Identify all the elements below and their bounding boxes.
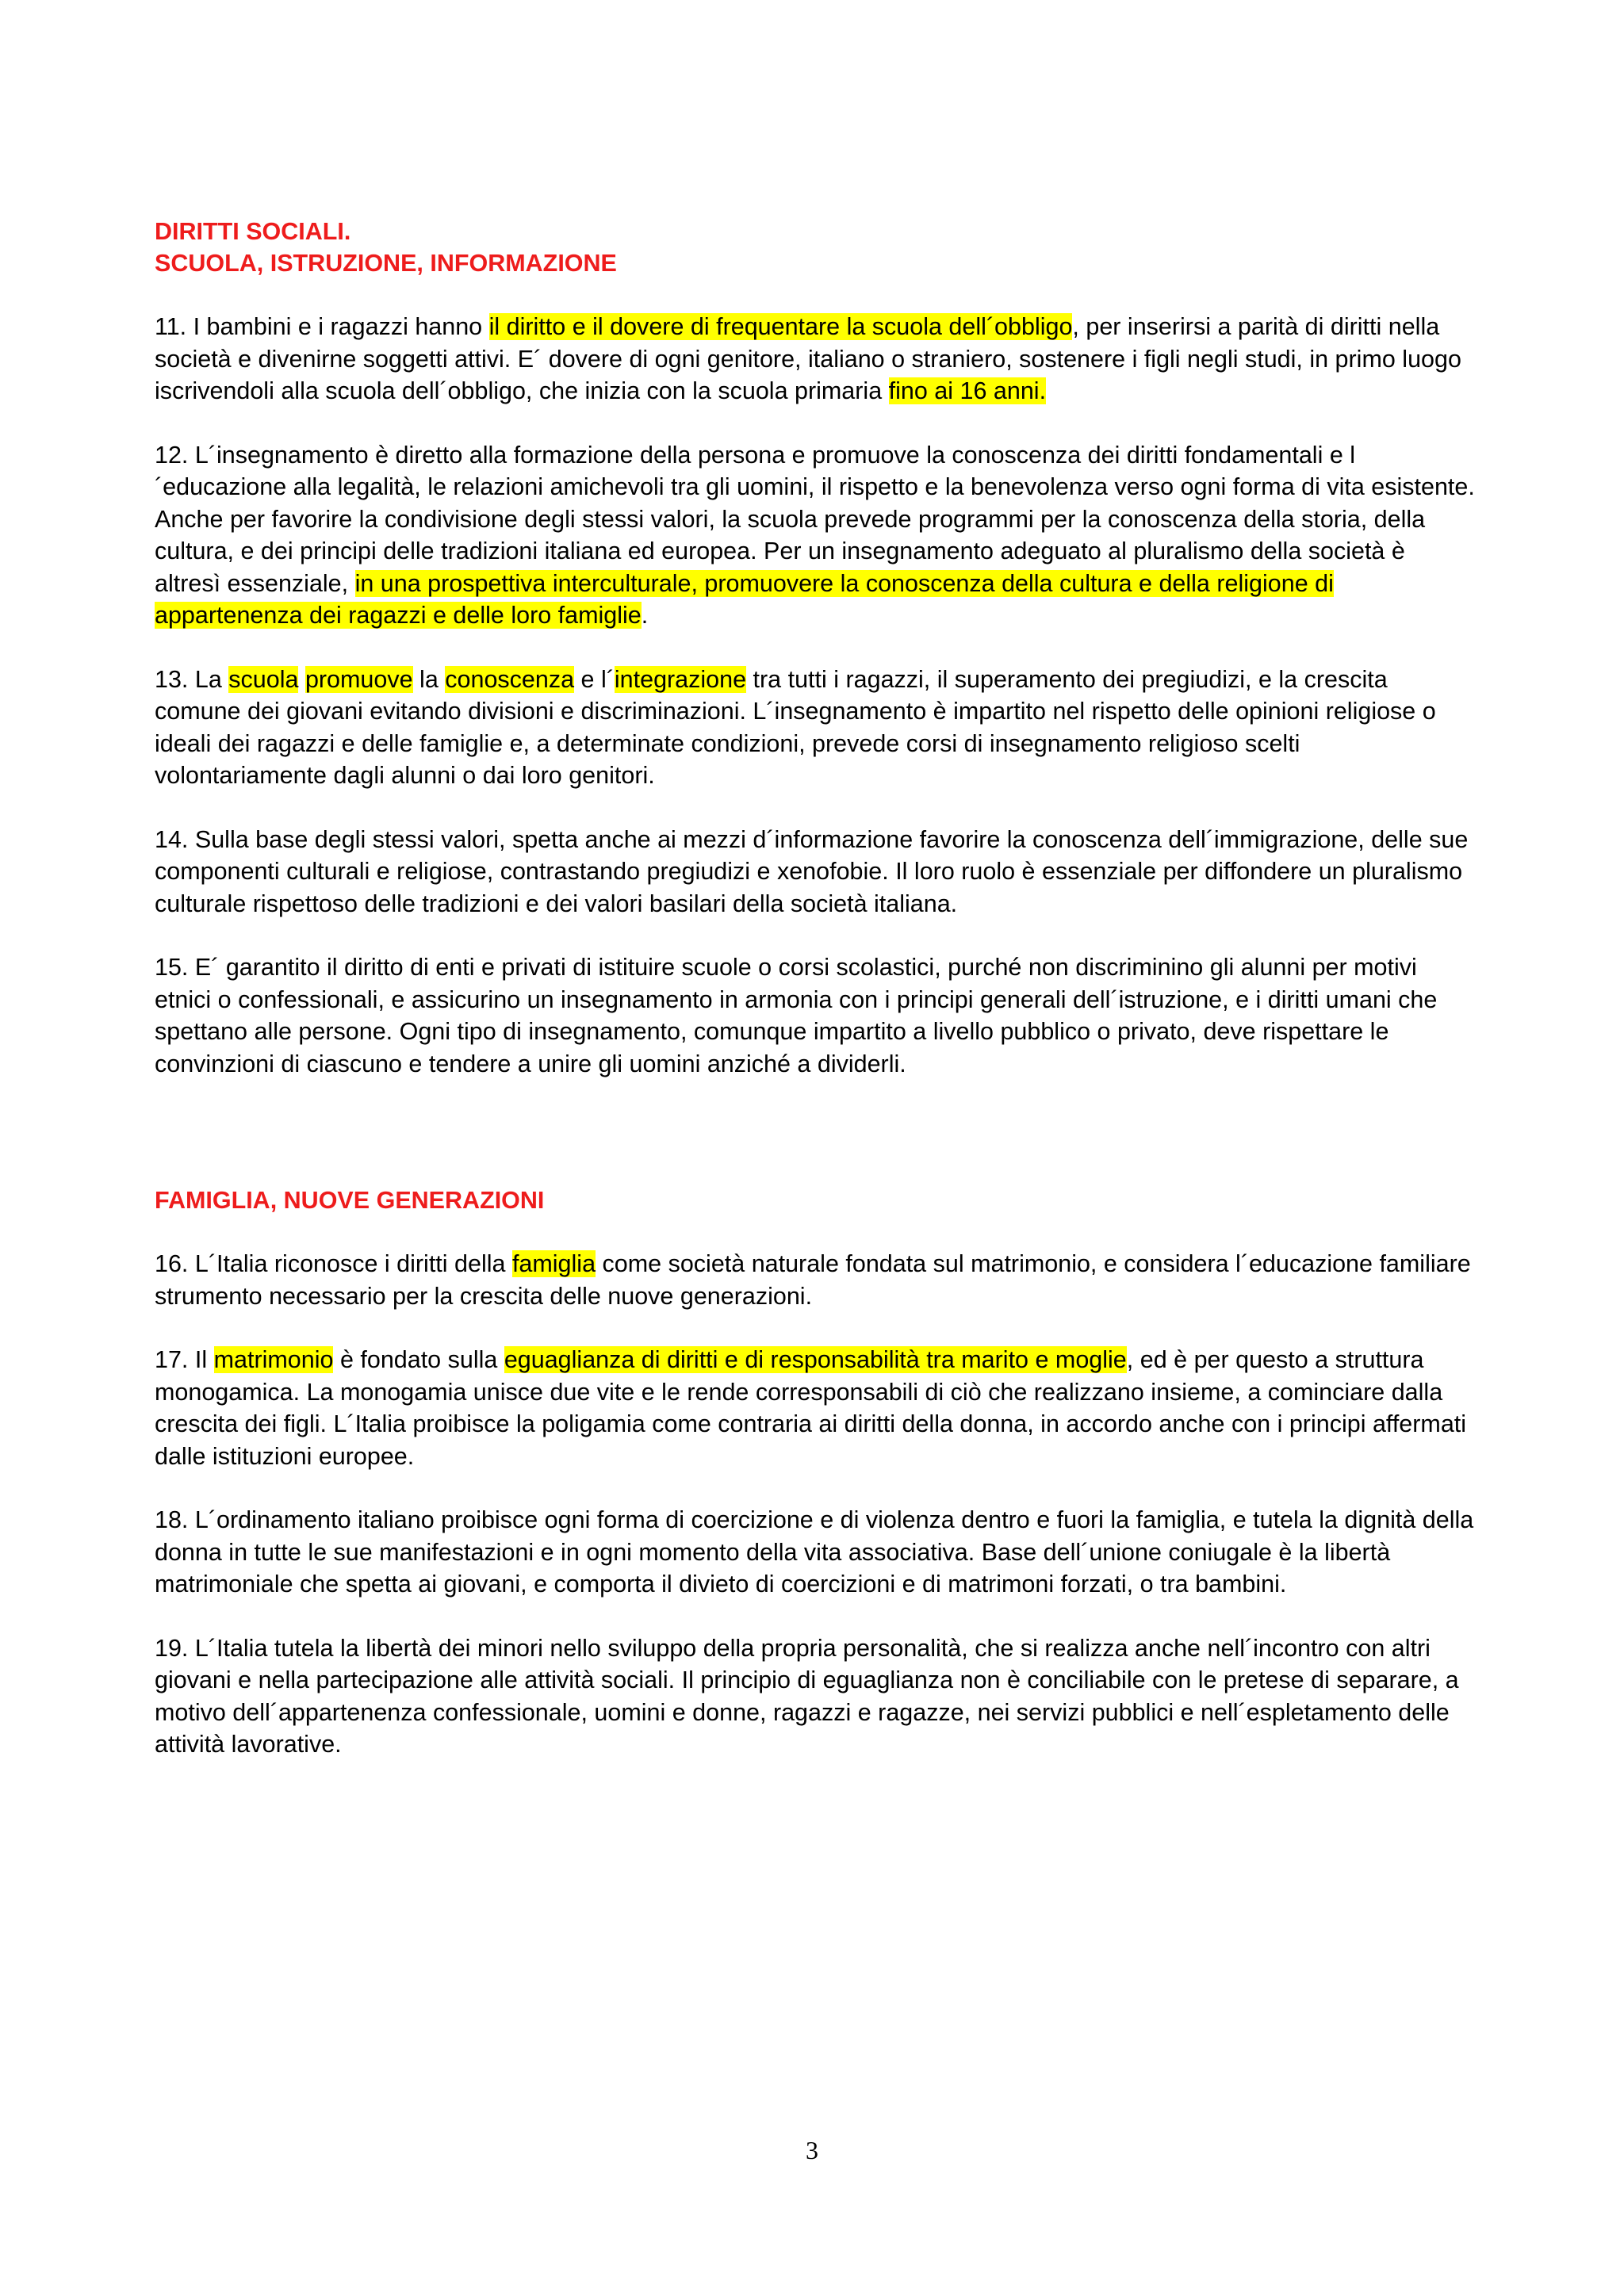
body-text: come società naturale fondata sul matrimonio, e considera l´educazione familiare strumento necessario per la crescita delle nuove generazioni. (155, 1250, 1471, 1310)
paragraph-18 (155, 1504, 1475, 1601)
section-title-famiglia: FAMIGLIA, NUOVE GENERAZIONI (155, 1187, 545, 1214)
body-text: 13. La (155, 665, 229, 693)
highlighted-text: integrazione (614, 665, 747, 693)
highlighted-text: in una prospettiva interculturale, promuovere la conoscenza della cultura e della religione di appartenenza dei ragazzi e delle loro famiglie (155, 569, 1334, 629)
paragraph-19 (155, 1632, 1475, 1761)
body-text (298, 666, 304, 693)
body-text: tra tutti i ragazzi, il superamento dei pregiudizi, e la crescita comune dei giovani evitando divisioni e discriminazioni. L´insegnamento è impartito nel rispetto delle opinioni religiose o ideali dei ragazzi e delle famiglie e, a determinate condizioni, prevede corsi di insegnamento religioso scelti volontariamente dagli alunni o dai loro genitori. (155, 665, 1436, 789)
paragraph-14 (155, 824, 1475, 920)
body-text: , per inserirsi a parità di diritti nella società e divenirne soggetti attivi. E´ dovere di ogni genitore, italiano o straniero, sostenere i figli negli studi, in primo luogo iscrivendoli alla scuola dell´obbligo, che inizia con la scuola primaria (155, 313, 1461, 404)
section-subtitle-scuola: SCUOLA, ISTRUZIONE, INFORMAZIONE (155, 250, 617, 277)
paragraph-17 (155, 1344, 1475, 1472)
body-text: 16. L´Italia riconosce i diritti della (155, 1250, 512, 1277)
body-text: 18. L´ordinamento italiano proibisce ogni forma di coercizione e di violenza dentro e fuori la famiglia, e tutela la dignità della donna in tutte le sue manifestazioni e in ogni momento della vita associativa. Base dell´unione coniugale è la libertà matrimoniale che spetta ai giovani, e comporta il divieto di coercizioni e di matrimoni forzati, o tra bambini. (155, 1506, 1474, 1598)
body-text: . (641, 602, 649, 629)
body-text: 15. E´ garantito il diritto di enti e privati di istituire scuole o corsi scolastici, purché non discriminino gli alunni per motivi etnici o confessionali, e assicurino un insegnamento in armonia con i principi generali dell´istruzione, e i diritti umani che spettano alle persone. Ogni tipo di insegnamento, comunque impartito a livello pubblico o privato, deve rispettare le convinzioni di ciascuno e tendere a unire gli uomini anziché a dividerli. (155, 954, 1438, 1077)
highlighted-text: fino ai 16 anni. (888, 377, 1047, 404)
paragraph-15 (155, 951, 1475, 1080)
body-text: è fondato sulla (333, 1346, 504, 1373)
body-text: 19. L´Italia tutela la libertà dei minori nello sviluppo della propria personalità, che si realizza anche nell´incontro con altri giovani e nella partecipazione alle attività sociali. Il principio di eguaglianza non è conciliabile con le pretese di separare, a motivo dell´appartenenza confessionale, uomini e donne, ragazzi e ragazze, nei servizi pubblici e nell´espletamento delle attività lavorative. (155, 1634, 1459, 1758)
paragraph-11 (155, 311, 1475, 408)
highlighted-text: conoscenza (445, 665, 575, 693)
body-text: 12. L´insegnamento è diretto alla formazione della persona e promuove la conoscenza dei diritti fondamentali e l´educazione alla legalità, le relazioni amichevoli tra gli uomini, il rispetto e la benevolenza verso ogni forma di vita esistente. Anche per favorire la condivisione degli stessi valori, la scuola prevede programmi per la conoscenza della storia, della cultura, e dei principi delle tradizioni italiana ed europea. Per un insegnamento adeguato al pluralismo della società è altresì essenziale, (155, 441, 1475, 597)
page-number: 3 (806, 2136, 818, 2164)
body-text: 17. Il (155, 1346, 214, 1373)
body-text: la (412, 665, 446, 693)
paragraph-12 (155, 439, 1475, 632)
highlighted-text: promuove (304, 665, 413, 693)
section-title-diritti-sociali: DIRITTI SOCIALI. (155, 218, 351, 245)
highlighted-text: famiglia (511, 1250, 596, 1277)
document-page (155, 216, 1475, 1761)
body-text: , ed è per questo a struttura monogamica. La monogamia unisce due vite e le rende corresponsabili di ciò che realizzano insieme, a cominciare dalla crescita dei figli. L´Italia proibisce la poligamia come contraria ai diritti della donna, in accordo anche con i principi affermati dalle istituzioni europee. (155, 1346, 1467, 1470)
body-text: e l´ (574, 665, 615, 693)
highlighted-text: il diritto e il dovere di frequentare la scuola dell´obbligo (488, 313, 1073, 340)
highlighted-text: eguaglianza di diritti e di responsabilità tra marito e moglie (504, 1346, 1127, 1373)
highlighted-text: matrimonio (213, 1346, 334, 1373)
body-text: 14. Sulla base degli stessi valori, spetta anche ai mezzi d´informazione favorire la conoscenza dell´immigrazione, delle sue componenti culturali e religiose, contrastando pregiudizi e xenofobie. Il loro ruolo è essenziale per diffondere un pluralismo culturale rispettoso delle tradizioni e dei valori basilari della società italiana. (155, 825, 1469, 917)
paragraph-13 (155, 664, 1475, 792)
body-text: 11. I bambini e i ragazzi hanno (155, 313, 489, 340)
highlighted-text: scuola (228, 665, 299, 693)
paragraph-16 (155, 1248, 1475, 1312)
